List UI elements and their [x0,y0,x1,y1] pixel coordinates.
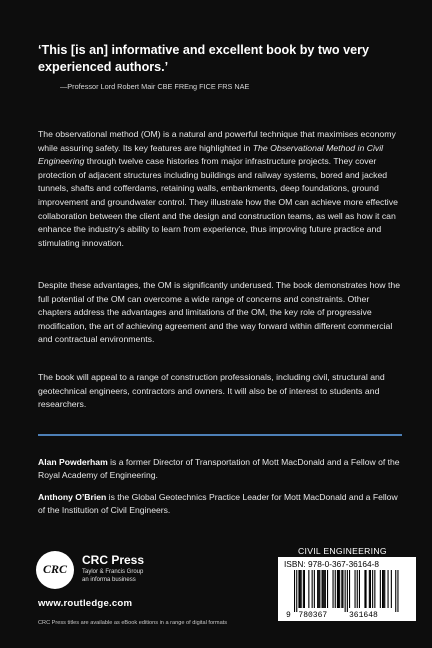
barcode-bar [359,570,360,608]
barcode-digits: 9 [286,611,291,618]
publisher-business: an informa business [82,577,136,583]
section-divider [38,434,402,436]
author-description: is a former Director of Transportation of Mott MacDonald and a Fellow of the Royal Academy of Engineering. [38,457,400,481]
barcode-bar [298,570,299,608]
author-description: is the Global Geotechnics Practice Leader for Mott MacDonald and a Fellow of the Institution of Civil Engineers. [38,492,398,516]
barcode-bar [314,570,315,608]
description-paragraph-1 [38,128,402,250]
isbn-label: ISBN: 978-0-367-36164-8 [284,559,380,569]
barcode-icon [284,570,410,618]
book-title: The Observational Method in Civil Engineering [38,142,384,167]
barcode-bar [357,570,358,608]
barcode-bar [337,570,338,608]
barcode-bar [327,570,328,608]
description-paragraph-2: Despite these advantages, the OM is significantly underused. The book demonstrates how the full potential of the OM can overcome a wide range of concerns and constraints. Other chapters address the advantages and limitations of the OM, the key role of progressive modification, the art of achieving agreement and the way forward within different commercial and contractual environments. [38,280,401,345]
barcode-bar [333,570,334,608]
barcode-bar [347,570,348,612]
barcode-bar [366,570,367,608]
barcode-bar [345,570,346,612]
barcode-bar [300,570,301,608]
barcode-bar [374,570,375,608]
barcode-bar [372,570,373,608]
barcode-bar [397,570,398,612]
barcode-bar [325,570,326,608]
barcode-bar [355,570,356,608]
barcode-bar [312,570,313,608]
barcode-bar [388,570,389,608]
barcode-bar [383,570,384,608]
barcode-bar [317,570,318,608]
barcode-bar [380,570,381,608]
barcode-bar [342,570,343,608]
barcode-bar [296,570,297,612]
author-name: Alan Powderham [38,457,108,467]
barcode-bar [384,570,385,608]
barcode-bar [370,570,371,608]
crc-logo-icon: CRC [36,551,74,589]
publisher-logo [36,551,236,595]
barcode-bar [303,570,304,608]
barcode-bar [341,570,342,608]
publisher-group: Taylor & Francis Group [82,569,144,575]
author-name: Anthony O’Brien [38,492,107,502]
barcode-bar [318,570,319,608]
barcode-bar [338,570,339,608]
publisher-website: www.routledge.com [38,598,133,609]
barcode-panel [278,557,416,621]
ebook-note: CRC Press titles are available as eBook editions in a range of digital formats [38,620,228,626]
description-text: through twelve case histories from major infrastructure projects. They cover protection of adjacent structures including buildings and railway systems, bored and jacked tunnels, shafts and cofferdams, retaining walls, embankments, deep foundations, ground improvement and groundwater control. They illustrate how the OM can achieve more effective collaboration between the client and the design and construction teams, as well as how it can enhance the industry’s ability to learn from experience, thus improving future practice and stimulating innovation. [38,156,398,248]
barcode-bar [324,570,325,608]
barcode-bar [319,570,320,608]
subject-category: CIVIL ENGINEERING [298,546,387,556]
barcode-bar [308,570,309,608]
barcode-bar [369,570,370,608]
barcode-bar [364,570,365,608]
endorsement-quote: ‘This [is an] informative and excellent book by two very experienced authors.’ [38,43,370,74]
barcode-bar [395,570,396,612]
barcode-bar [339,570,340,608]
barcode-bar [391,570,392,608]
author-bio [38,456,402,483]
description-text: The observational method (OM) is a natural and powerful technique that maximises economy while assuring safety. Its key features are highlighted in [38,129,396,153]
publisher-name: CRC Press [82,553,145,567]
barcode-bar [382,570,383,608]
endorsement-attribution: —Professor Lord Robert Mair CBE FREng FICE FRS NAE [60,82,250,91]
description-paragraph-3: The book will appeal to a range of construction professionals, including civil, structural and geotechnical engineers, contractors and owners. It will also be of interest to students and researchers. [38,372,385,410]
barcode-bar [335,570,336,608]
barcode-digits: 361648 [349,611,378,618]
barcode-bar [349,570,350,608]
barcode-digits: 780367 [298,611,328,618]
author-bio [38,491,402,518]
barcode-bar [322,570,323,608]
barcode-bar [304,570,305,608]
barcode-bar [301,570,302,608]
barcode-bar [294,570,295,612]
barcode-bar [323,570,324,608]
